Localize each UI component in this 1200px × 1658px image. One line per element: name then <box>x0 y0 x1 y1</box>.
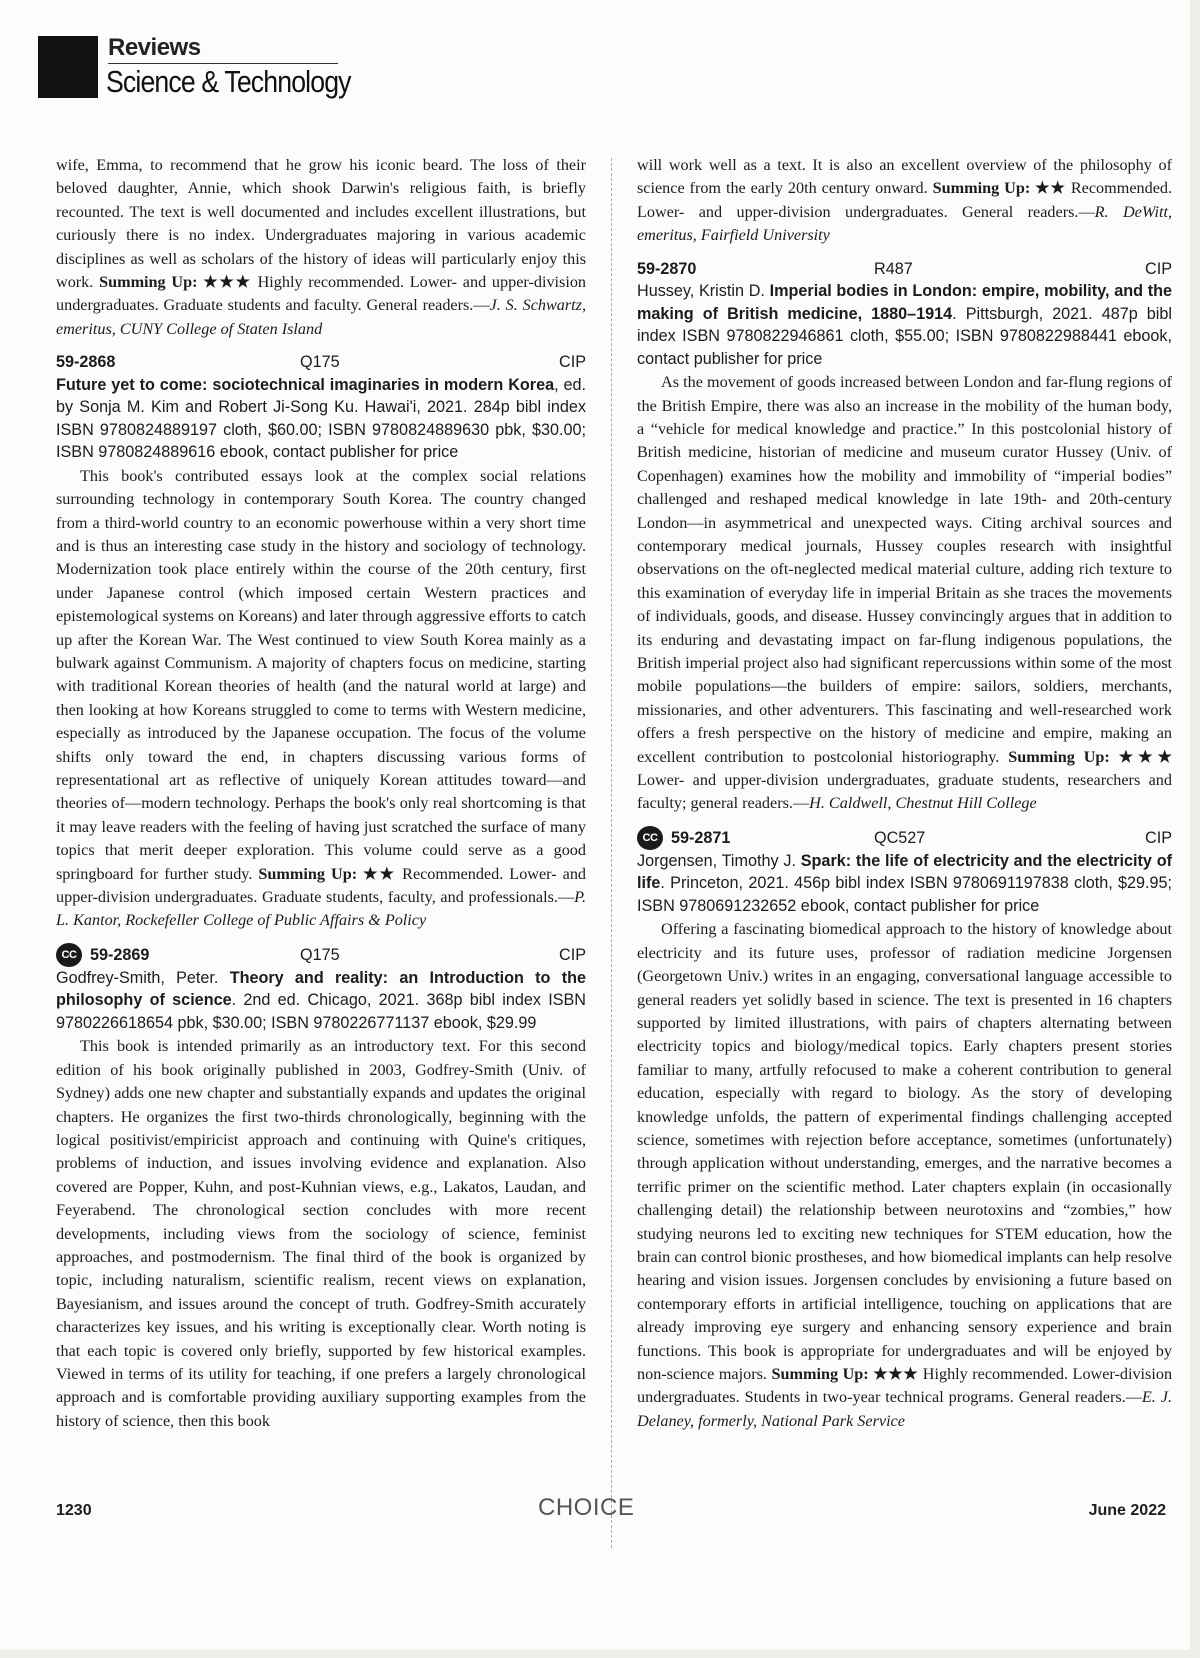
bibliographic-citation <box>56 967 586 1035</box>
recommendation: Lower- and upper-division undergraduates, graduate students, researchers and faculty; general readers.— <box>637 771 1172 813</box>
call-number: R487 <box>874 259 913 278</box>
summing-up: Summing Up: ★★★ <box>771 1365 919 1384</box>
review-text: wife, Emma, to recommend that he grow his iconic beard. The loss of their beloved daughter, Annie, which shook Darwin's religious faith, is briefly recounted. The text is well documented and includes excellent illustrations, but curiously there is no index. Undergraduates majoring in various academic disciplines as well as scholars of the history of ideas will particularly enjoy this work. <box>56 156 586 292</box>
entry-header <box>56 351 586 374</box>
reviewer: E. J. Delaney, formerly, National Park Service <box>637 1388 1172 1430</box>
publication-info: , ed. by Sonja M. Kim and Robert Ji-Song Ku. Hawai'i, 2021. 284p bibl index ISBN 9780824889197 cloth, $60.00; ISBN 9780824889630 pbk, $30.00; ISBN 9780824889616 ebook, contact publisher for price <box>56 375 586 462</box>
author: Hussey, Kristin D. <box>637 282 770 301</box>
summing-up: Summing Up: ★★★ <box>1008 747 1172 766</box>
entry-header <box>637 258 1172 281</box>
entry-id-group <box>637 826 874 850</box>
summing-up: Summing Up: ★★ <box>258 864 397 883</box>
publication-info: . 2nd ed. Chicago, 2021. 368p bibl index ISBN 9780226618654 pbk, $30.00; ISBN 9780226771137 ebook, $29.99 <box>56 991 586 1032</box>
review-body <box>56 1035 586 1433</box>
page-number: 1230 <box>56 1502 92 1519</box>
section-label: Reviews <box>108 34 201 61</box>
entry-id: 59-2868 <box>56 353 116 372</box>
review-text: This book is intended primarily as an introductory text. For this second edition of his book originally published in 2003, Godfrey-Smith (Univ. of Sydney) adds one new chapter and substantially expands and updates the original chapters. He organizes the first two-thirds chronologically, beginning with the logical positivist/empiricist approach and continuing with Quine's critiques, problems of induction, and issues involving evidence and explanation. Also covered are Popper, Kuhn, and post-Kuhnian views, e.g., Lakatos, Laudan, and Feyerabend. The chronological section concludes with more recent developments, including views from the sociology of science, feminist approaches, and postmodernism. The final third of the book is organized by topic, including naturalism, scientific realism, recent views on explanation, Bayesianism, and issues around the concept of truth. Godfrey-Smith accurately characterizes key issues, and his writing is exceptionally clear. Worth noting is that each topic is covered only briefly, supported by few historical examples. Viewed in terms of its utility for teaching, if one prefers a largely chronological approach and is comfortable providing auxiliary supporting examples from the history of science, then this book <box>56 1037 586 1430</box>
review-entry-59-2870 <box>637 258 1172 816</box>
summing-up: Summing Up: ★★ <box>932 179 1066 198</box>
cip-label: CIP <box>559 945 586 964</box>
cc-badge-icon: CC <box>637 826 663 850</box>
review-body <box>56 465 586 933</box>
continued-review <box>56 154 586 341</box>
bibliographic-citation <box>637 850 1172 918</box>
reviewer: J. S. Schwartz, emeritus, CUNY College of Staten Island <box>56 296 587 338</box>
call-number: QC527 <box>874 828 926 847</box>
entry-header <box>637 826 1172 850</box>
call-number: Q175 <box>300 945 340 964</box>
left-column <box>56 154 586 1433</box>
publication-info: . Princeton, 2021. 456p bibl index ISBN 9780691197838 cloth, $29.95; ISBN 9780691232652 ebook, contact publisher for price <box>637 874 1172 915</box>
review-text: This book's contributed essays look at the complex social relations surrounding technology in contemporary South Korea. The country changed from a third-world country to an economic powerhouse within a very short time and is thus an interesting case study in the history and sociology of technology. Modernization took place entirely within the course of the 20th century, first under Japanese control (which imposed certain Western practices and epistemological systems on Koreans) and later through aggressive efforts to catch up after the Korean War. The West continued to view South Korea mainly as a bulwark against Communism. A majority of chapters focus on medicine, starting with traditional Korean theories of health (and the natural world at large) and then looking at how Koreans struggled to come to terms with Western medicine, especially as introduced by the Japanese occupation. The focus of the volume shifts only toward the end, in chapters discussing various forms of representational art as reflective of uniquely Korean attitudes toward—and theories of—modern technology. Perhaps the book's only real shortcoming is that it may leave readers with the feeling of having just scratched the surface of many topics that merit deeper exploration. This volume could serve as a good springboard for further study. <box>56 466 586 883</box>
book-title: Spark: the life of electricity and the electricity of life <box>637 851 1172 893</box>
review-text: As the movement of goods increased between London and far-flung regions of the British Empire, there was also an increase in the mobility of the human body, a “vehicle for medical knowledge and practice.” In this postcolonial history of British medicine, historian of medicine and museum curator Hussey (Univ. of Copenhagen) examines how the mobility and immobility of “imperial bodies” challenged and reshaped medical knowledge in late 19th- and 20th-century London—in asymmetrical and unexpected ways. Citing archival sources and contemporary medical journals, Hussey couples research with insightful observations on the oft-neglected medical material culture, adding rich texture to this examination of everyday life in imperial Britain as she traces the movements of individuals, goods, and disease. Hussey convincingly argues that in addition to its enduring and devastating impact on far-flung indigenous populations, the British imperial project also had significant repercussions within some of the most mobile populations—the builders of empire: sailors, soldiers, merchants, missionaries, and other adventurers. This fascinating and well-researched work offers a fresh perspective on the history of medicine and empire, making an excellent contribution to postcolonial historiography. <box>637 373 1172 766</box>
review-entry-59-2869 <box>56 943 586 1433</box>
call-number: Q175 <box>300 353 340 372</box>
section-title: Science & Technology <box>106 64 351 99</box>
cc-badge-icon: CC <box>56 943 82 967</box>
author: Godfrey-Smith, Peter. <box>56 968 230 987</box>
reviewer: R. DeWitt, emeritus, Fairfield University <box>637 202 1172 245</box>
bibliographic-citation <box>637 280 1172 370</box>
review-entry-59-2871 <box>637 826 1172 1433</box>
publication-info: . Pittsburgh, 2021. 487p bibl index ISBN 9780822946861 cloth, $55.00; ISBN 9780822988441 ebook, contact publisher for price <box>637 304 1172 368</box>
entry-id-group <box>56 943 300 967</box>
bibliographic-citation <box>56 374 586 464</box>
review-body <box>637 918 1172 1433</box>
cip-label: CIP <box>1145 259 1172 278</box>
summing-up: Summing Up: ★★★ <box>99 273 252 292</box>
recommendation: Highly recommended. Lower- and upper-division undergraduates. Graduate students and faculty. General readers.— <box>56 273 587 315</box>
reviewer: P. L. Kantor, Rockefeller College of Public Affairs & Policy <box>56 888 586 930</box>
review-text: Offering a fascinating biomedical approach to the history of knowledge about electricity and its future uses, professor of radiation medicine Jorgensen (Georgetown Univ.) writes in an engaging, conversational language accessible to general readers yet solidly based in science. The text is presented in 16 chapters supported by limited illustrations, with pairs of chapters alternating between electricity topics and biology/medical topics. Early chapters present stories familiar to many, artfully refocused to make a coherent contribution to general education, especially with regard to biology. As the story of developing knowledge unfolds, the pattern of experimental findings challenging accepted science, sometimes with rejection before acceptance, sometimes (unfortunately) through application without understanding, emerges, and the narrative becomes a terrific primer on the scientific method. Later chapters explain (in occasionally challenging detail) the relationship between neurotoxins and “zombies,” how studying neurons led to exciting new techniques for STEM education, how the brain can control bionic prostheses, and how biomedical implants can help resolve hearing and vision issues. Jorgensen concludes by envisioning a future based on contemporary efforts in artificial intelligence, touching on applications that are already improving eye surgery and enhancing sensory experience and brain functions. This book is appropriate for undergraduates and will be enjoyed by non-science majors. <box>637 920 1172 1384</box>
recommendation: Recommended. Lower- and upper-division undergraduates. General readers.— <box>637 179 1173 221</box>
review-text: will work well as a text. It is also an excellent overview of the philosophy of science from the early 20th century onward. <box>637 156 1172 198</box>
recommendation: Recommended. Lower- and upper-division undergraduates. Graduate students, faculty, and professionals.— <box>56 864 587 907</box>
cip-label: CIP <box>559 353 586 372</box>
reviewer: H. Caldwell, Chestnut Hill College <box>809 794 1037 813</box>
issue-date: June 2022 <box>1088 1502 1166 1519</box>
review-entry-59-2868 <box>56 351 586 933</box>
entry-id: 59-2869 <box>90 945 150 964</box>
column-divider <box>611 158 612 1548</box>
continued-review <box>637 154 1172 248</box>
right-column <box>637 154 1172 1433</box>
entry-id: 59-2871 <box>671 828 731 847</box>
section-marker-block <box>38 36 98 98</box>
entry-id: 59-2870 <box>637 259 697 278</box>
book-title: Future yet to come: sociotechnical imaginaries in modern Korea <box>56 375 555 394</box>
recommendation: Highly recommended. Lower-division undergraduates. Students in two-year technical programs. General readers.— <box>637 1365 1173 1407</box>
book-title: Imperial bodies in London: empire, mobility, and the making of British medicine, 1880–1914 <box>637 282 1172 323</box>
cip-label: CIP <box>1145 828 1172 847</box>
publication-name: CHOICE <box>538 1494 635 1521</box>
author: Jorgensen, Timothy J. <box>637 851 801 870</box>
book-title: Theory and reality: an Introduction to the philosophy of science <box>56 968 586 1010</box>
entry-header <box>56 943 586 967</box>
review-body <box>637 371 1172 816</box>
